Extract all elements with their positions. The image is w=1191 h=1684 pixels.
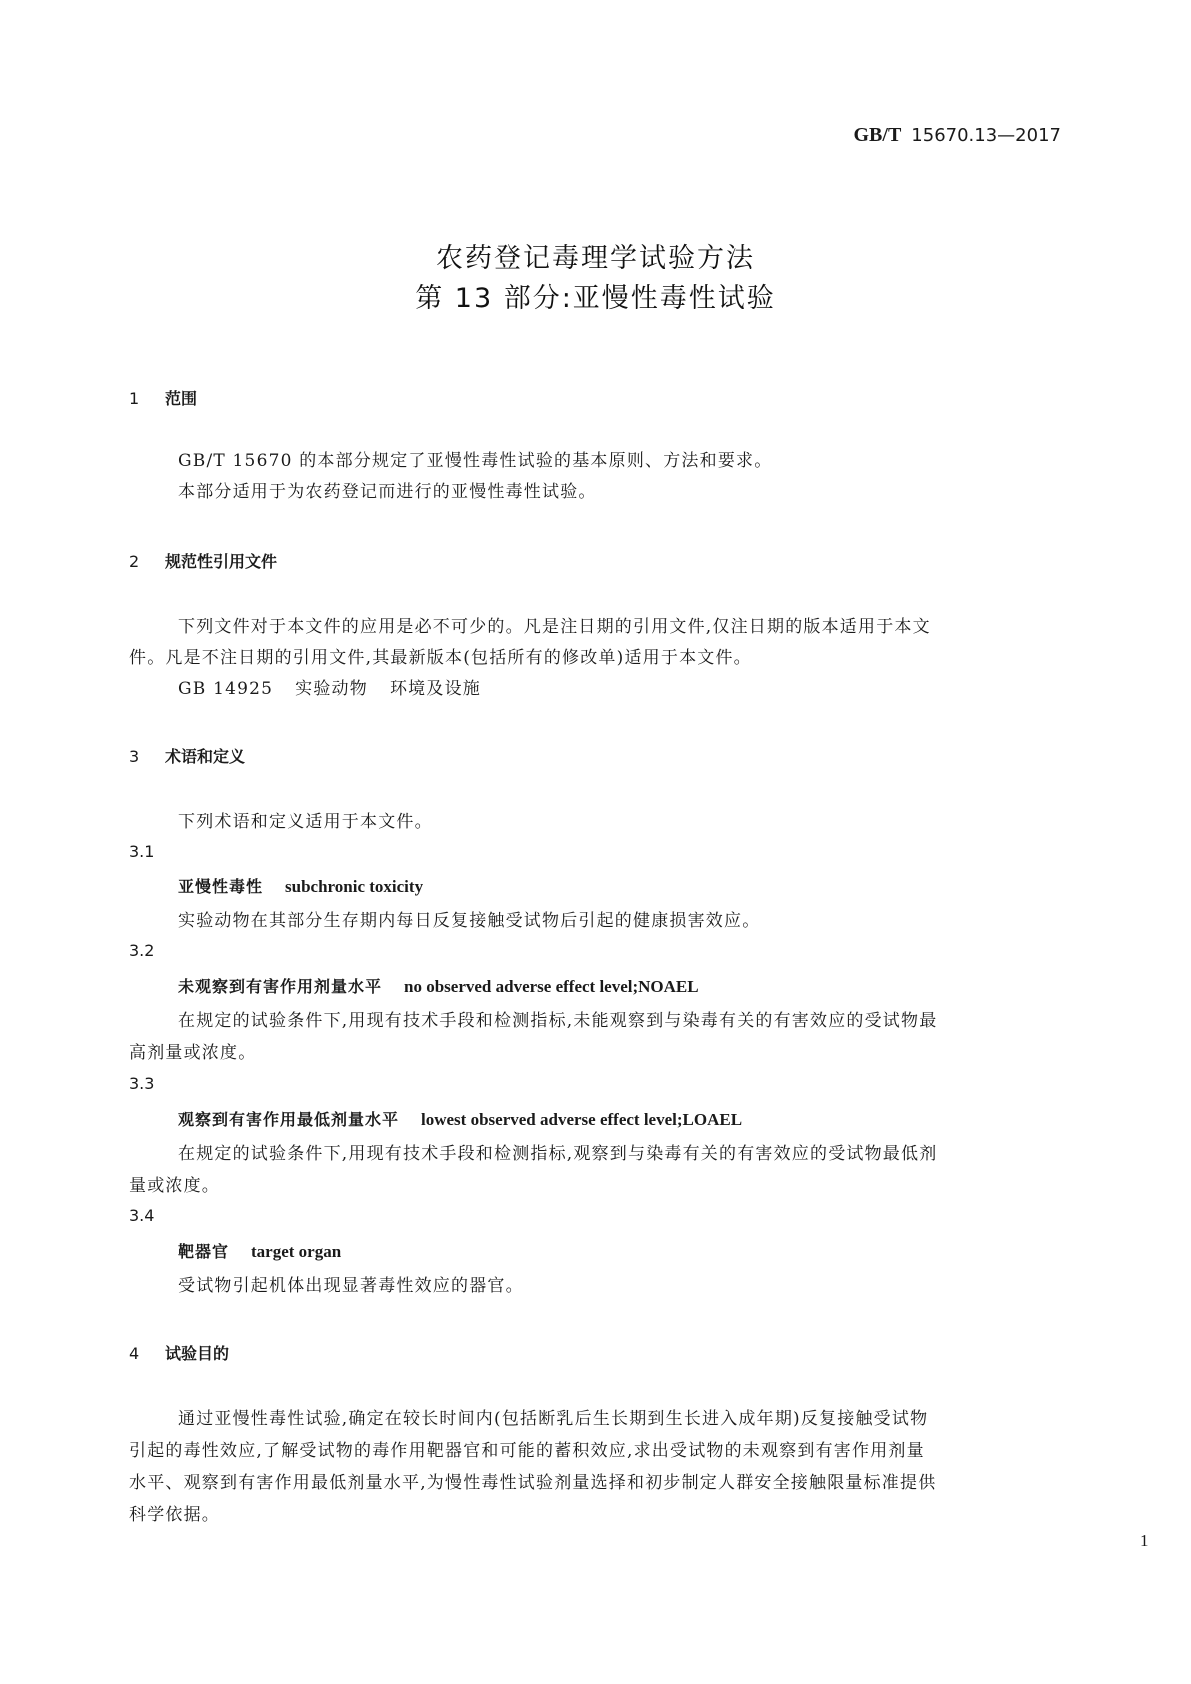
term-entry bbox=[178, 974, 699, 997]
section-heading-2 bbox=[129, 549, 277, 572]
paragraph-line: 水平、观察到有害作用最低剂量水平,为慢性毒性试验剂量选择和初步制定人群安全接触限量标准提供 bbox=[129, 1473, 937, 1493]
term-entry bbox=[178, 1239, 341, 1262]
term-definition: 实验动物在其部分生存期内每日反复接触受试物后引起的健康损害效应。 bbox=[178, 911, 761, 931]
term-number: 3.3 bbox=[129, 1074, 155, 1093]
section-number: 3 bbox=[129, 747, 140, 766]
document-title-line2: 第 13 部分:亚慢性毒性试验 bbox=[415, 283, 776, 314]
paragraph: GB/T 15670 的本部分规定了亚慢性毒性试验的基本原则、方法和要求。 bbox=[178, 451, 773, 471]
section-title: 术语和定义 bbox=[165, 747, 246, 766]
term-definition: 高剂量或浓度。 bbox=[129, 1043, 257, 1063]
section-number: 4 bbox=[129, 1344, 140, 1363]
paragraph: 本部分适用于为农药登记而进行的亚慢性毒性试验。 bbox=[178, 482, 597, 502]
paragraph-line: 科学依据。 bbox=[129, 1505, 220, 1525]
term-definition: 量或浓度。 bbox=[129, 1176, 220, 1196]
term-number: 3.1 bbox=[129, 842, 155, 861]
standard-code bbox=[854, 124, 1062, 147]
term-entry bbox=[178, 874, 423, 897]
term-entry bbox=[178, 1107, 742, 1130]
term-number: 3.4 bbox=[129, 1206, 155, 1225]
term-definition: 在规定的试验条件下,用现有技术手段和检测指标,未能观察到与染毒有关的有害效应的受试物最 bbox=[178, 1011, 938, 1031]
section-title: 范围 bbox=[165, 389, 198, 408]
term-number: 3.2 bbox=[129, 941, 155, 960]
section-heading-3 bbox=[129, 744, 245, 767]
page-number: 1 bbox=[1140, 1531, 1149, 1550]
term-en: no observed adverse effect level;NOAEL bbox=[404, 977, 699, 996]
paragraph-line: 件。凡是不注日期的引用文件,其最新版本(包括所有的修改单)适用于本文件。 bbox=[129, 648, 752, 668]
term-zh: 靶器官 bbox=[178, 1242, 230, 1261]
term-zh: 未观察到有害作用剂量水平 bbox=[178, 977, 383, 996]
reference-code: GB 14925 bbox=[178, 679, 274, 699]
term-definition: 在规定的试验条件下,用现有技术手段和检测指标,观察到与染毒有关的有害效应的受试物最低剂 bbox=[178, 1144, 938, 1164]
section-title: 试验目的 bbox=[165, 1344, 230, 1363]
paragraph-line: 通过亚慢性毒性试验,确定在较长时间内(包括断乳后生长期到生长进入成年期)反复接触受试物 bbox=[178, 1409, 929, 1429]
term-definition: 受试物引起机体出现显著毒性效应的器官。 bbox=[178, 1276, 524, 1296]
paragraph-line: 引起的毒性效应,了解受试物的毒作用靶器官和可能的蓄积效应,求出受试物的未观察到有害作用剂量 bbox=[129, 1441, 925, 1461]
section-number: 1 bbox=[129, 389, 140, 408]
term-en: subchronic toxicity bbox=[285, 877, 424, 896]
paragraph: 下列术语和定义适用于本文件。 bbox=[178, 812, 433, 832]
section-heading-4 bbox=[129, 1341, 229, 1364]
reference-title-part1: 实验动物 bbox=[295, 679, 368, 699]
paragraph-line: 下列文件对于本文件的应用是必不可少的。凡是注日期的引用文件,仅注日期的版本适用于本文 bbox=[178, 617, 931, 637]
standard-number: 15670.13—2017 bbox=[911, 125, 1061, 146]
section-number: 2 bbox=[129, 552, 140, 571]
term-en: lowest observed adverse effect level;LOAEL bbox=[421, 1110, 743, 1129]
term-zh: 观察到有害作用最低剂量水平 bbox=[178, 1110, 400, 1129]
term-zh: 亚慢性毒性 bbox=[178, 877, 264, 896]
term-en: target organ bbox=[251, 1242, 342, 1261]
document-title-line1: 农药登记毒理学试验方法 bbox=[436, 243, 755, 274]
section-title: 规范性引用文件 bbox=[165, 552, 278, 571]
standard-prefix: GB/T bbox=[853, 124, 902, 146]
normative-reference bbox=[178, 674, 481, 699]
section-heading-1 bbox=[129, 386, 197, 409]
reference-title-part2: 环境及设施 bbox=[389, 679, 481, 699]
